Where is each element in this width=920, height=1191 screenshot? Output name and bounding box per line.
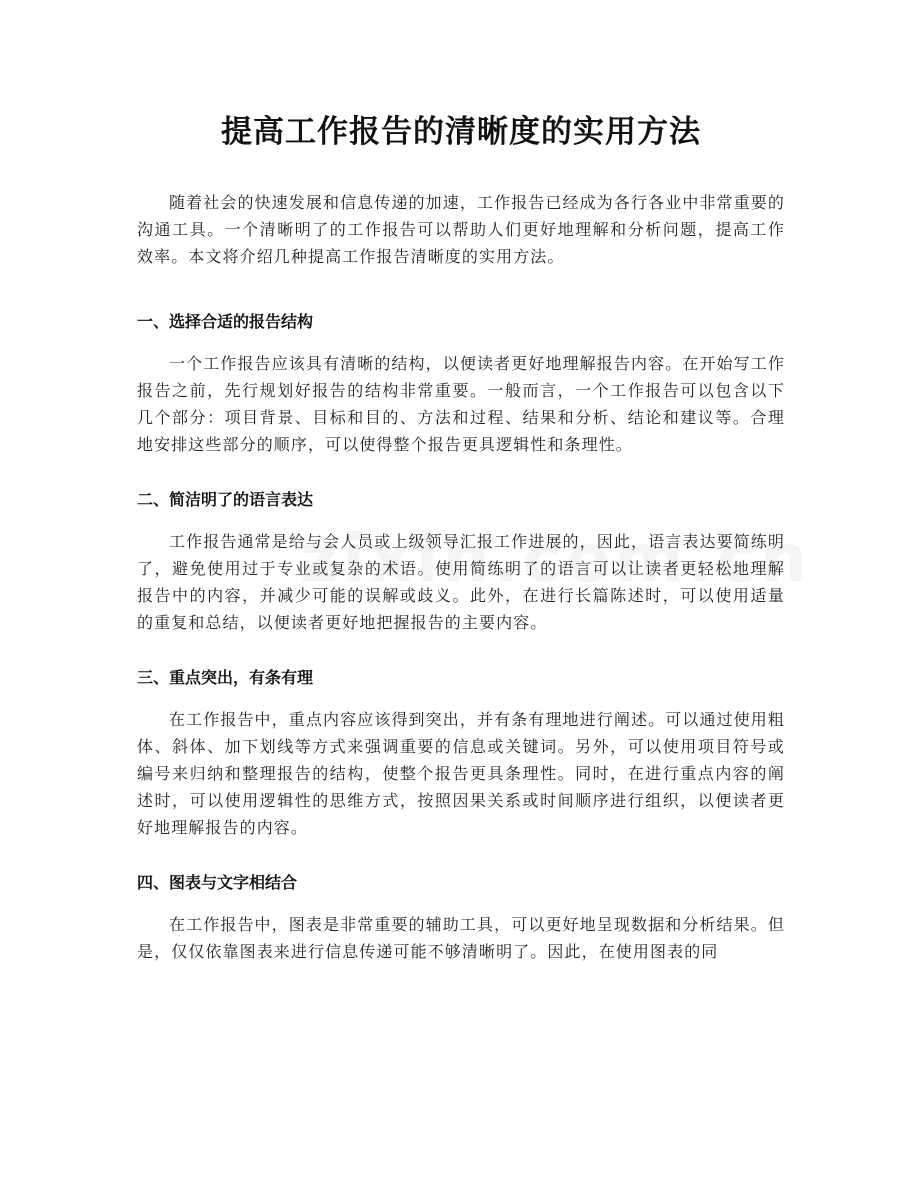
document-page xyxy=(137,0,785,965)
section-heading-structure: 一、选择合适的报告结构 xyxy=(137,312,314,331)
section-heading-emphasis: 三、重点突出，有条有理 xyxy=(137,668,314,687)
section-body-emphasis: 在工作报告中，重点内容应该得到突出，并有条有理地进行阐述。可以通过使用粗体、斜体、加下划线等方式来强调重要的信息或关键词。另外，可以使用项目符号或编号来归纳和整理报告的结构，使整个报告更具条理性。同时，在进行重点内容的阐述时，可以使用逻辑性的思维方式，按照因果关系或时间顺序进行组织，以便读者更好地理解报告的内容。 xyxy=(137,710,785,837)
section-heading-charts: 四、图表与文字相结合 xyxy=(137,873,298,892)
page-title: 提高工作报告的清晰度的实用方法 xyxy=(221,114,701,150)
section-body-charts: 在工作报告中，图表是非常重要的辅助工具，可以更好地呈现数据和分析结果。但是，仅仅依靠图表来进行信息传递可能不够清晰明了。因此，在使用图表的同 xyxy=(137,915,785,961)
section-body-structure: 一个工作报告应该具有清晰的结构，以便读者更好地理解报告内容。在开始写工作报告之前，先行规划好报告的结构非常重要。一般而言，一个工作报告可以包含以下几个部分：项目背景、目标和目的、方法和过程、结果和分析、结论和建议等。合理地安排这些部分的顺序，可以使得整个报告更具逻辑性和条理性。 xyxy=(137,354,785,454)
intro-paragraph: 随着社会的快速发展和信息传递的加速，工作报告已经成为各行各业中非常重要的沟通工具。一个清晰明了的工作报告可以帮助人们更好地理解和分析问题，提高工作效率。本文将介绍几种提高工作报告清晰度的实用方法。 xyxy=(137,193,785,266)
section-heading-language: 二、简洁明了的语言表达 xyxy=(137,490,314,509)
section-body-language: 工作报告通常是给与会人员或上级领导汇报工作进展的，因此，语言表达要简练明了，避免使用过于专业或复杂的术语。使用简练明了的语言可以让读者更轻松地理解报告中的内容，并减少可能的误解或歧义。此外，在进行长篇陈述时，可以使用适量的重复和总结，以便读者更好地把握报告的主要内容。 xyxy=(137,532,785,632)
